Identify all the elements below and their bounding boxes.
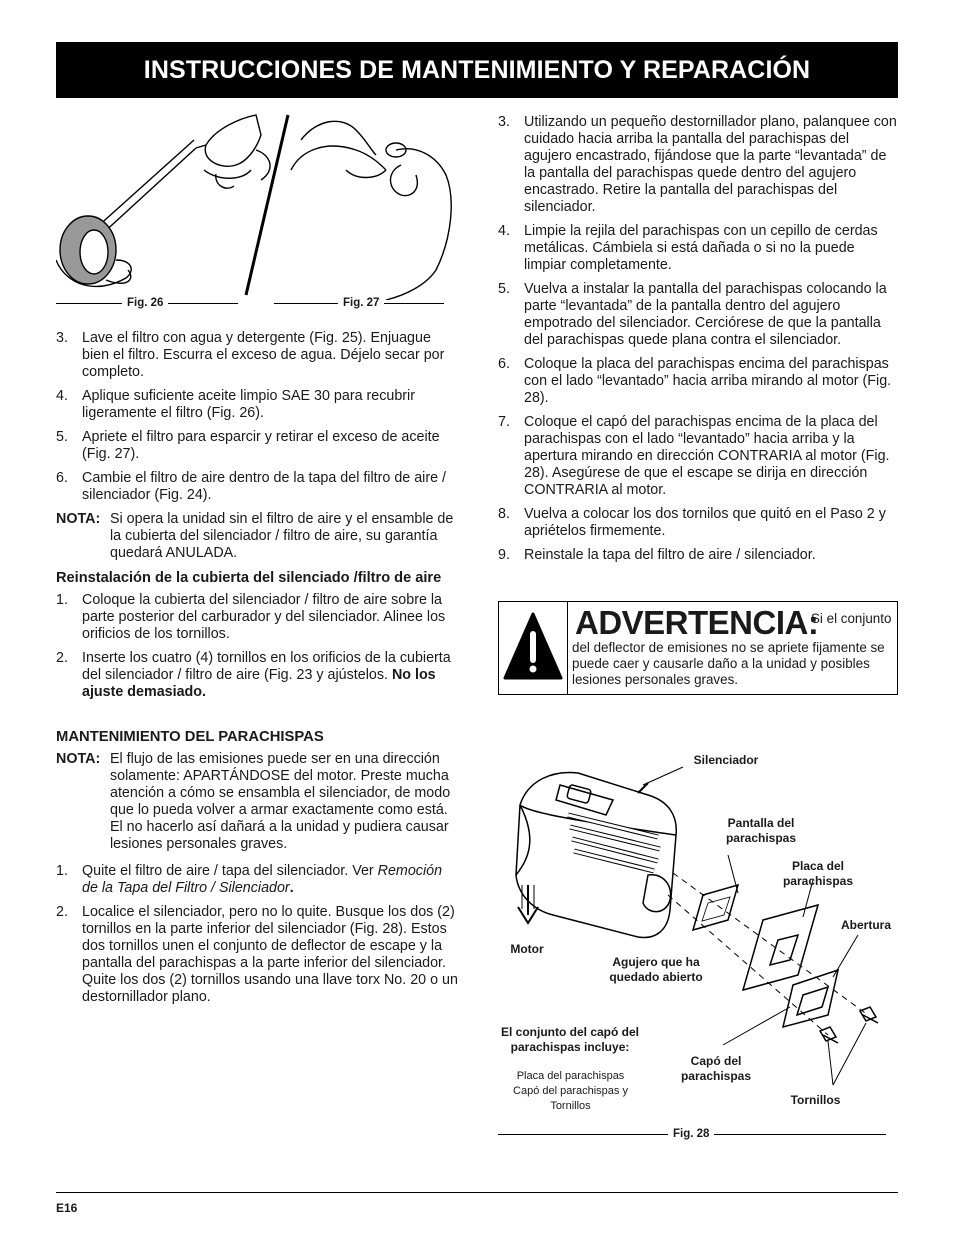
warning-text: del deflector de emisiones no se apriete fijamente se puede caer y causarle daño a la unidad y posibles lesiones personales graves. bbox=[572, 640, 885, 687]
reinstall-heading: Reinstalación de la cubierta del silenciado /filtro de aire bbox=[56, 570, 442, 586]
exclamation-triangle-icon bbox=[499, 602, 567, 694]
list-item: 1. Quite el filtro de aire / tapa del silenciador. Ver Remoción de la Tapa del Filtro / Silenciador. bbox=[56, 863, 443, 896]
list-item: 5. Apriete el filtro para esparcir y retirar el exceso de aceite (Fig. 27). bbox=[56, 429, 440, 462]
footer-rule bbox=[56, 1192, 898, 1193]
left-column bbox=[56, 330, 458, 1013]
label-motor: Motor bbox=[510, 942, 544, 956]
fig27-caption: Fig. 27 bbox=[274, 297, 444, 309]
list-item: 3. Utilizando un pequeño destornillador plano, palanquee con cuidado hacia arriba la pantalla del parachispas del agujero encastrado, fijándose que la parte “levantada” de la pantalla del parachispas quede dentro del agujero encastrado. Retire la pantalla del parachispas del silenciador. bbox=[498, 114, 897, 215]
list-item: 4. Aplique suficiente aceite limpio SAE 30 para recubrir ligeramente el filtro (Fig. 26). bbox=[56, 388, 415, 421]
right-column bbox=[498, 114, 898, 571]
label-abertura: Abertura bbox=[840, 918, 891, 932]
hand-fig27-left bbox=[291, 121, 386, 170]
warranty-note: NOTA: Si opera la unidad sin el filtro de aire y el ensamble de la cubierta del silenciador / filtro de aire, su garantía quedará ANULADA. bbox=[56, 511, 454, 561]
list-item: 2. Inserte los cuatro (4) tornillos en los orificios de la cubierta del silenciador / filtro de aire (Fig. 23 y ajústelos. No los ajuste demasiado. bbox=[56, 650, 451, 700]
list-item: 9. Reinstale la tapa del filtro de aire / silenciador. bbox=[498, 547, 816, 563]
list-item: 8. Vuelva a colocar los dos tornilos que quitó en el Paso 2 y apriételos firmemente. bbox=[498, 506, 886, 539]
label-placa: Placa del parachispas bbox=[782, 859, 854, 888]
list-item: 3. Lave el filtro con agua y detergente (Fig. 25). Enjuague bien el filtro. Escurra el exceso de agua. Déjelo secar por completo. bbox=[56, 330, 445, 380]
fig28-caption: Fig. 28 bbox=[498, 1128, 886, 1140]
list-item: 7. Coloque el capó del parachispas encima de la placa del parachispas con el lado “levantado” hacia arriba y la apertura mirando en dirección CONTRARIA al motor (Fig. 28). Asegúrese de que el escape se dirija en dirección CONTRARIA al motor. bbox=[498, 414, 890, 498]
warning-title: ADVERTENCIA: bbox=[575, 604, 819, 641]
bottle-nozzle bbox=[96, 140, 196, 235]
oil-bottle bbox=[205, 115, 261, 166]
spark-screen bbox=[693, 885, 738, 930]
spark-arrestor-heading: MANTENIMIENTO DEL PARACHISPAS bbox=[56, 729, 324, 745]
screw bbox=[860, 1007, 878, 1023]
label-conjunto-items: Placa del parachispas Capó del parachispas y Tornillos bbox=[513, 1070, 628, 1112]
list-item: 5. Vuelva a instalar la pantalla del parachispas colocando la parte “levantada” de la pantalla dentro del agujero empotrado del silenciador. Cerciórese de que la pantalla del parachispas quede plana contra el silenciador. bbox=[498, 281, 887, 348]
list-item: 6. Coloque la placa del parachispas encima del parachispas con el lado “levantado” hacia arriba mirando al motor (Fig. 28). bbox=[498, 356, 892, 406]
hand-fig26 bbox=[204, 150, 270, 188]
label-conjunto-title: El conjunto del capó del parachispas incluye: bbox=[500, 1025, 639, 1054]
fig26-27-illustration bbox=[56, 110, 458, 300]
label-silenciador: Silenciador bbox=[693, 753, 759, 767]
spark-cap bbox=[783, 970, 838, 1027]
page-title: INSTRUCCIONES DE MANTENIMIENTO Y REPARACIÓN bbox=[143, 55, 811, 84]
screw bbox=[820, 1027, 838, 1043]
list-item: 6. Cambie el filtro de aire dentro de la tapa del filtro de aire / silenciador (Fig. 24). bbox=[56, 470, 446, 503]
list-item: 4. Limpie la rejila del parachispas con un cepillo de cerdas metálicas. Cámbiela si está dañada o si no la puede limpiar completamente. bbox=[498, 223, 878, 273]
page-number: E16 bbox=[56, 1201, 78, 1215]
fig26-caption: Fig. 26 bbox=[56, 297, 238, 309]
fig28-diagram bbox=[498, 745, 898, 1150]
list-item: 1. Coloque la cubierta del silenciador / filtro de aire sobre la parte posterior del carburador y del silenciador. Alinee los orificios de los tornillos. bbox=[56, 592, 446, 642]
emissions-note: NOTA: El flujo de las emisiones puede ser en una dirección solamente: APARTÁNDOSE del motor. Preste mucha atención a cómo se ensambla el silenciador, de modo que lo pueda volver a armar exactamente como está. El no hacerlo así dañará a la unidad y pudiera causar lesiones personales graves. bbox=[56, 751, 451, 852]
list-item: 2. Localice el silenciador, pero no lo quite. Busque los dos (2) tornillos en la parte inferior del silenciador (Fig. 28). Estos dos tornillos unen el conjunto de deflector de escape y la pantalla del parachispas a la parte inferior del silenciador. Quite los dos (2) tornillos usando una llave torx No. 20 o un destornillador plano. bbox=[56, 904, 458, 1005]
label-agujero: Agujero que ha quedado abierto bbox=[609, 955, 703, 984]
label-tornillos: Tornillos bbox=[790, 1093, 841, 1107]
page-header bbox=[56, 42, 898, 98]
warning-lead: Si el conjunto bbox=[811, 611, 892, 626]
figure-divider bbox=[246, 115, 288, 295]
warning-box bbox=[498, 601, 898, 695]
label-capo: Capó del parachispas bbox=[680, 1054, 752, 1083]
hand-fig27-right bbox=[386, 149, 451, 300]
label-pantalla: Pantalla del parachispas bbox=[725, 816, 797, 845]
spark-plate bbox=[743, 905, 818, 990]
